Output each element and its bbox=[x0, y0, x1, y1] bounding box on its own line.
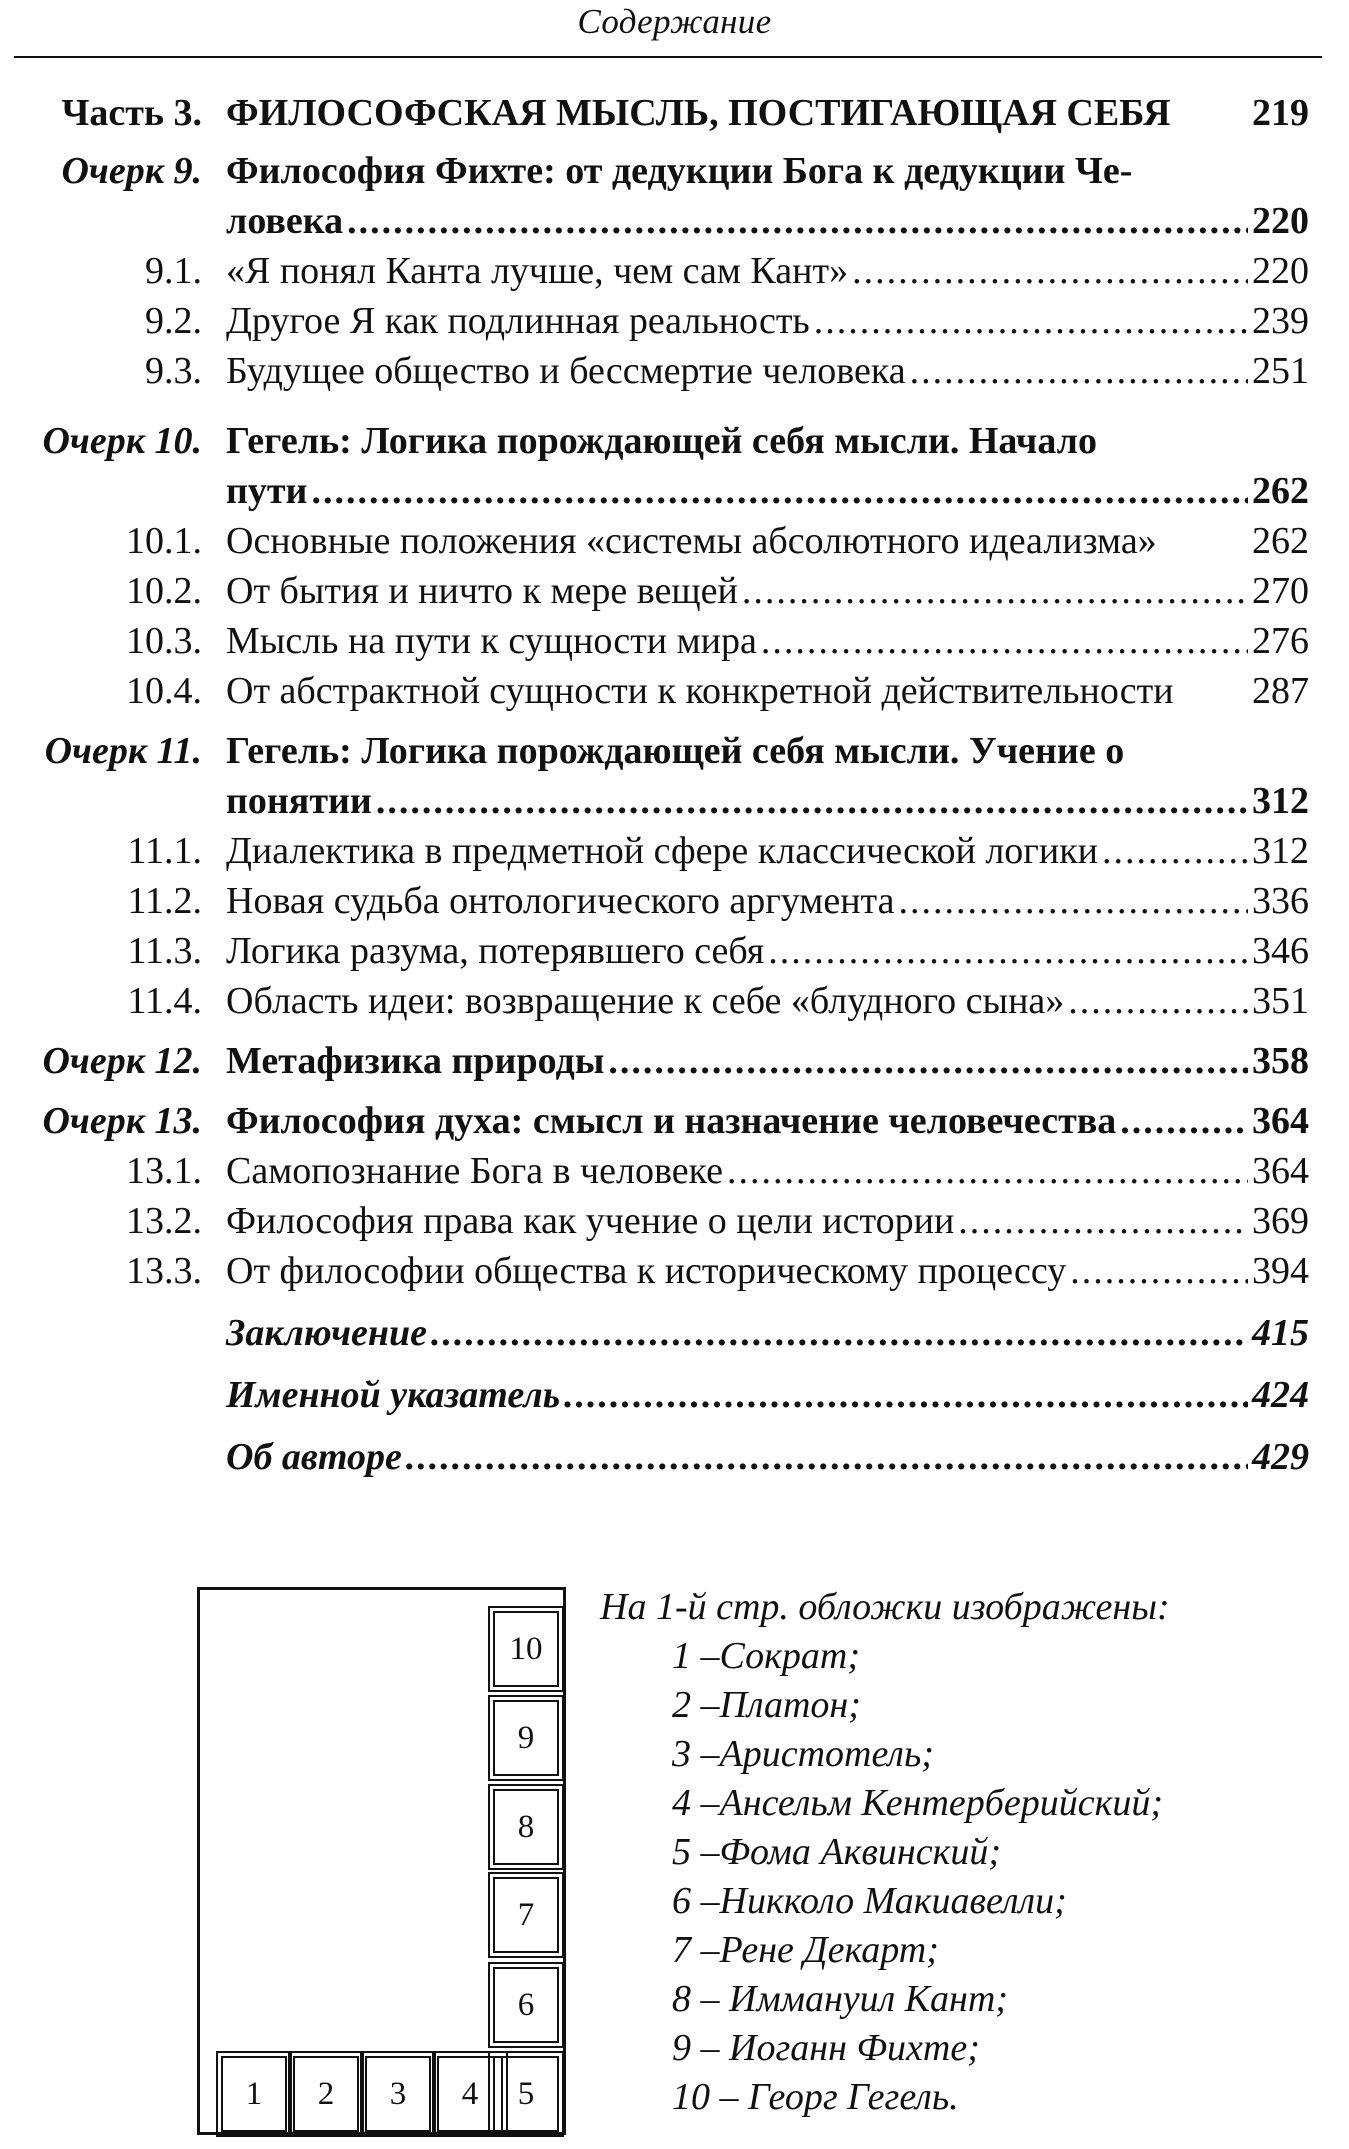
toc-section-title: Самопознание Бога в человеке bbox=[226, 1150, 723, 1192]
toc-section-title: Будущее общество и бессмертие человека bbox=[226, 350, 906, 392]
toc-essay-title-cont: пути bbox=[226, 470, 308, 512]
dot-leader bbox=[958, 1196, 1248, 1246]
toc-section-number: 13.1. bbox=[126, 1150, 202, 1192]
toc-essay-title: Метафизика природы bbox=[226, 1040, 605, 1082]
toc-appendix-title: Заключение bbox=[226, 1312, 428, 1354]
toc-page-number: 287 bbox=[1252, 670, 1309, 712]
toc-section-10-1[interactable] bbox=[14, 516, 1309, 566]
toc-essay-number: Очерк 13. bbox=[42, 1100, 202, 1142]
cover-legend-item: 8 – Иммануил Кант; bbox=[672, 1978, 1008, 2020]
toc-section-number: 10.4. bbox=[126, 670, 202, 712]
toc-essay-13[interactable] bbox=[14, 1096, 1309, 1146]
toc-section-title: «Я понял Канта лучше, чем сам Кант» bbox=[226, 250, 849, 292]
toc-essay-title: Философия духа: смысл и назначение человечества bbox=[226, 1100, 1117, 1142]
toc-section-9-3[interactable] bbox=[14, 346, 1309, 396]
toc-section-number: 11.3. bbox=[127, 930, 202, 972]
dot-leader bbox=[761, 616, 1248, 666]
dot-leader bbox=[852, 246, 1248, 296]
toc-essay-title-cont: ловека bbox=[226, 200, 344, 242]
toc-section-number: 11.4. bbox=[127, 980, 202, 1022]
toc-page-number: 312 bbox=[1252, 780, 1309, 822]
toc-section-9-2[interactable] bbox=[14, 296, 1309, 346]
cover-box-7: 7 bbox=[493, 1877, 559, 1953]
toc-essay-number: Очерк 10. bbox=[42, 420, 202, 462]
toc-section-title: Область идеи: возвращение к себе «блудного сына» bbox=[226, 980, 1065, 1022]
toc-part-title: ФИЛОСОФСКАЯ МЫСЛЬ, ПОСТИГАЮЩАЯ СЕБЯ bbox=[226, 92, 1171, 134]
dot-leader bbox=[1102, 826, 1248, 876]
toc-section-10-2[interactable] bbox=[14, 566, 1309, 616]
toc-essay-11-line2[interactable] bbox=[14, 776, 1309, 826]
dot-leader bbox=[814, 296, 1248, 346]
toc-section-title: Мысль на пути к сущности мира bbox=[226, 620, 757, 662]
cover-box-4: 4 bbox=[437, 2056, 503, 2132]
cover-legend-item: 1 –Сократ; bbox=[672, 1635, 860, 1677]
toc-section-title: От бытия и ничто к мере вещей bbox=[226, 570, 738, 612]
cover-box-8: 8 bbox=[493, 1789, 559, 1865]
toc-section-title: Новая судьба онтологического аргумента bbox=[226, 880, 895, 922]
toc-page-number: 220 bbox=[1252, 200, 1309, 242]
toc-page-number: 364 bbox=[1252, 1100, 1309, 1142]
toc-page-number: 220 bbox=[1252, 250, 1309, 292]
toc-section-number: 9.2. bbox=[145, 300, 202, 342]
toc-section-number: 10.3. bbox=[126, 620, 202, 662]
dot-leader bbox=[899, 876, 1249, 926]
toc-page-number: 336 bbox=[1252, 880, 1309, 922]
dot-leader bbox=[311, 466, 1248, 516]
toc-conclusion[interactable] bbox=[14, 1308, 1309, 1358]
cover-legend-title: На 1-й стр. обложки изображены: bbox=[600, 1586, 1170, 1628]
toc-essay-11-line1[interactable] bbox=[14, 726, 1309, 776]
toc-part-3[interactable] bbox=[14, 88, 1309, 138]
cover-map-frame bbox=[197, 1587, 566, 2135]
toc-section-title: Основные положения «системы абсолютного идеализма» bbox=[226, 520, 1157, 562]
toc-section-number: 11.1. bbox=[127, 830, 202, 872]
toc-page-number: 276 bbox=[1252, 620, 1309, 662]
toc-essay-title: Философия Фихте: от дедукции Бога к дедукции Че- bbox=[226, 150, 1133, 192]
cover-legend-item: 9 – Иоганн Фихте; bbox=[672, 2027, 980, 2069]
cover-legend-item: 2 –Платон; bbox=[672, 1684, 861, 1726]
toc-section-13-2[interactable] bbox=[14, 1196, 1309, 1246]
toc-section-title: Диалектика в предметной сфере классической логики bbox=[226, 830, 1098, 872]
toc-section-13-3[interactable] bbox=[14, 1246, 1309, 1296]
toc-page-number: 219 bbox=[1252, 92, 1309, 134]
toc-section-number: 9.3. bbox=[145, 350, 202, 392]
dot-leader bbox=[768, 926, 1248, 976]
toc-section-11-1[interactable] bbox=[14, 826, 1309, 876]
toc-page-number: 369 bbox=[1252, 1200, 1309, 1242]
cover-box-3: 3 bbox=[365, 2056, 431, 2132]
cover-legend-item: 5 –Фома Аквинский; bbox=[672, 1831, 1001, 1873]
toc-section-title: От философии общества к историческому процессу bbox=[226, 1250, 1067, 1292]
toc-section-10-4[interactable] bbox=[14, 666, 1309, 716]
dot-leader bbox=[910, 346, 1248, 396]
toc-page-number: 415 bbox=[1252, 1312, 1309, 1354]
toc-section-11-2[interactable] bbox=[14, 876, 1309, 926]
toc-section-11-3[interactable] bbox=[14, 926, 1309, 976]
cover-box-2: 2 bbox=[293, 2056, 359, 2132]
toc-part-number: Часть 3. bbox=[61, 92, 202, 134]
toc-section-number: 13.3. bbox=[126, 1250, 202, 1292]
cover-legend-item: 4 –Ансельм Кентерберийский; bbox=[672, 1782, 1164, 1824]
toc-section-number: 10.2. bbox=[126, 570, 202, 612]
toc-section-13-1[interactable] bbox=[14, 1146, 1309, 1196]
dot-leader bbox=[376, 776, 1248, 826]
toc-page-number: 239 bbox=[1252, 300, 1309, 342]
toc-section-title: Философия права как учение о цели истории bbox=[226, 1200, 955, 1242]
dot-leader bbox=[742, 566, 1248, 616]
toc-page-number: 358 bbox=[1252, 1040, 1309, 1082]
toc-essay-number: Очерк 12. bbox=[42, 1040, 202, 1082]
dot-leader bbox=[608, 1036, 1248, 1086]
toc-section-11-4[interactable] bbox=[14, 976, 1309, 1026]
toc-section-number: 11.2. bbox=[127, 880, 202, 922]
dot-leader bbox=[1068, 976, 1248, 1026]
toc-page-number: 262 bbox=[1252, 470, 1309, 512]
toc-section-10-3[interactable] bbox=[14, 616, 1309, 666]
dot-leader bbox=[727, 1146, 1248, 1196]
toc-page-number: 251 bbox=[1252, 350, 1309, 392]
running-header: Содержание bbox=[577, 2, 772, 41]
dot-leader bbox=[1120, 1096, 1248, 1146]
cover-box-9: 9 bbox=[493, 1700, 559, 1776]
toc-page-number: 346 bbox=[1252, 930, 1309, 972]
cover-box-1: 1 bbox=[221, 2056, 287, 2132]
cover-legend-item: 6 –Никколо Макиавелли; bbox=[672, 1880, 1067, 1922]
toc-section-title: Логика разума, потерявшего себя bbox=[226, 930, 765, 972]
toc-section-9-1[interactable] bbox=[14, 246, 1309, 296]
dot-leader bbox=[431, 1308, 1248, 1358]
toc-page-number: 351 bbox=[1252, 980, 1309, 1022]
cover-box-5: 5 bbox=[493, 2056, 559, 2132]
toc-essay-title: Гегель: Логика порождающей себя мысли. Учение о bbox=[226, 730, 1125, 772]
toc-name-index[interactable] bbox=[14, 1370, 1309, 1420]
toc-essay-title: Гегель: Логика порождающей себя мысли. Начало bbox=[226, 420, 1097, 462]
toc-page-number: 429 bbox=[1252, 1436, 1309, 1478]
toc-page-number: 270 bbox=[1252, 570, 1309, 612]
toc-page-number: 364 bbox=[1252, 1150, 1309, 1192]
cover-legend-item: 7 –Рене Декарт; bbox=[672, 1929, 939, 1971]
toc-section-number: 9.1. bbox=[145, 250, 202, 292]
header-rule bbox=[14, 56, 1322, 58]
cover-box-6: 6 bbox=[493, 1967, 559, 2043]
dot-leader bbox=[564, 1370, 1248, 1420]
toc-essay-12[interactable] bbox=[14, 1036, 1309, 1086]
cover-legend-item: 3 –Аристотель; bbox=[672, 1733, 934, 1775]
cover-box-10: 10 bbox=[493, 1611, 559, 1687]
toc-essay-9-line1[interactable] bbox=[14, 146, 1309, 196]
toc-essay-number: Очерк 11. bbox=[44, 730, 202, 772]
toc-essay-9-line2[interactable] bbox=[14, 196, 1309, 246]
toc-page-number: 262 bbox=[1252, 520, 1309, 562]
toc-page-number: 312 bbox=[1252, 830, 1309, 872]
toc-about-author[interactable] bbox=[14, 1432, 1309, 1482]
toc-essay-10-line1[interactable] bbox=[14, 416, 1309, 466]
dot-leader bbox=[347, 196, 1248, 246]
toc-page-number: 424 bbox=[1252, 1374, 1309, 1416]
toc-essay-title-cont: понятии bbox=[226, 780, 372, 822]
toc-essay-10-line2[interactable] bbox=[14, 466, 1309, 516]
dot-leader bbox=[1070, 1246, 1248, 1296]
toc-section-number: 10.1. bbox=[126, 520, 202, 562]
cover-legend-item: 10 – Георг Гегель. bbox=[672, 2076, 959, 2118]
toc-appendix-title: Именной указатель bbox=[226, 1374, 561, 1416]
toc-essay-number: Очерк 9. bbox=[61, 150, 202, 192]
toc-page-number: 394 bbox=[1252, 1250, 1309, 1292]
toc-appendix-title: Об авторе bbox=[226, 1436, 402, 1478]
dot-leader bbox=[406, 1432, 1248, 1482]
toc-section-number: 13.2. bbox=[126, 1200, 202, 1242]
toc-section-title: От абстрактной сущности к конкретной действительности bbox=[226, 670, 1174, 712]
toc-section-title: Другое Я как подлинная реальность bbox=[226, 300, 810, 342]
